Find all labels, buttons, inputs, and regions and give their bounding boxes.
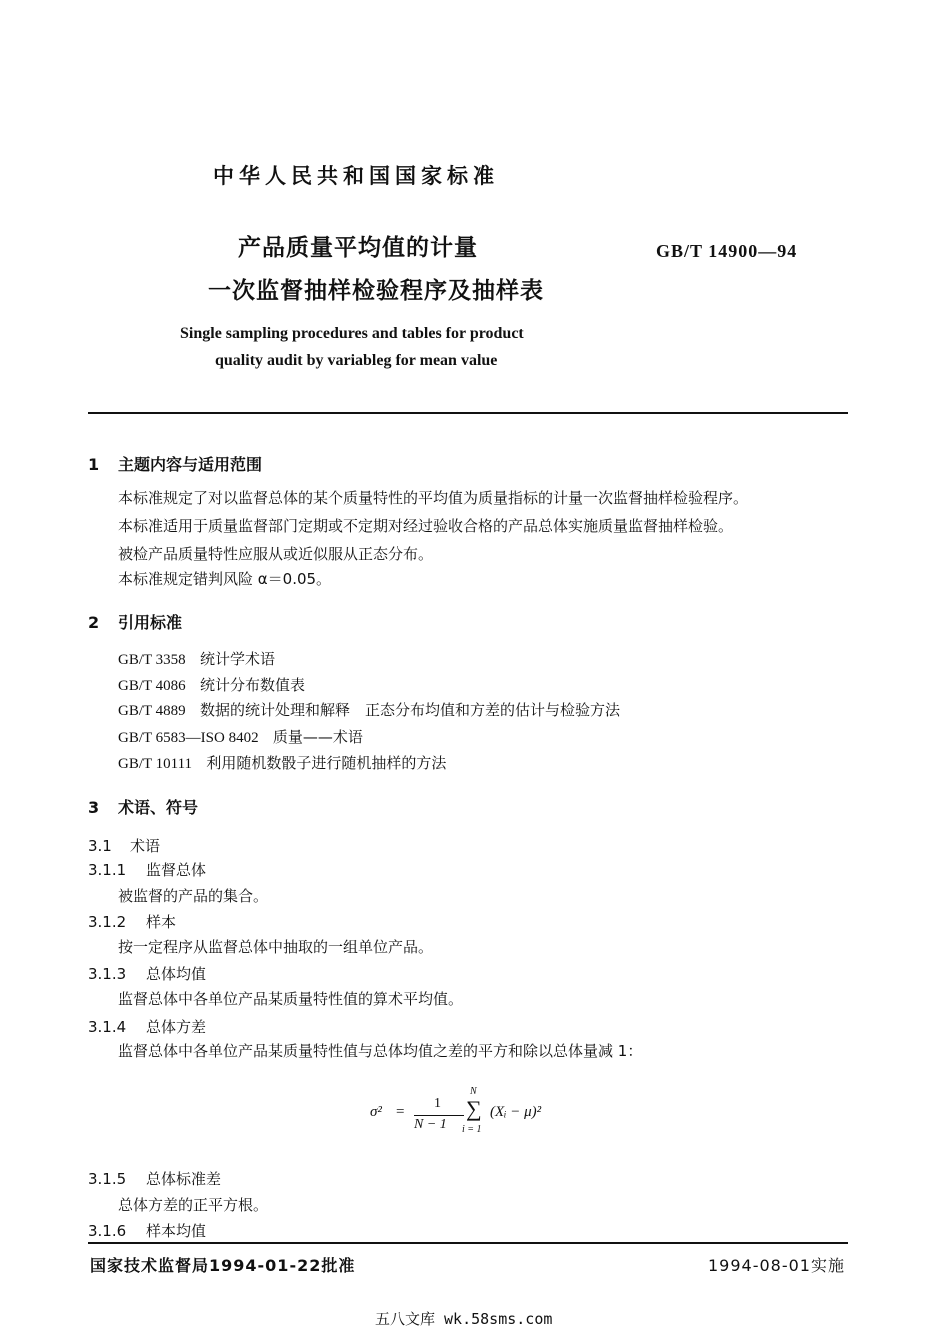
term-title: 监督总体: [146, 861, 207, 879]
term-title: 样本均值: [146, 1222, 207, 1240]
formula-equals: =: [396, 1104, 405, 1120]
term-heading: [88, 1016, 206, 1037]
reference-name: 利用随机数骰子进行随机抽样的方法: [206, 754, 447, 772]
reference-code: GB/T 4889: [118, 703, 186, 719]
section-title: 术语、符号: [118, 798, 199, 817]
reference-code: GB/T 10111: [118, 756, 193, 772]
term-definition: 被监督的产品的集合。: [118, 887, 269, 905]
formula-numerator: 1: [434, 1096, 441, 1111]
paragraph: 被检产品质量特性应服从或近似服从正态分布。: [118, 545, 434, 563]
paragraph: 本标准适用于质量监督部门定期或不定期对经过验收合格的产品总体实施质量监督抽样检验。: [118, 517, 734, 535]
reference-item: [118, 648, 275, 669]
term-number: 3.1.2: [88, 913, 127, 931]
term-number: 3.1.3: [88, 965, 127, 983]
formula-body: (Xᵢ − μ)²: [490, 1104, 542, 1120]
header-divider: [88, 412, 848, 414]
variance-formula: [370, 1086, 590, 1138]
summation-symbol: ∑: [466, 1096, 482, 1121]
term-title: 总体标准差: [146, 1170, 222, 1188]
term-title: 样本: [146, 913, 177, 931]
paragraph: 本标准规定了对以监督总体的某个质量特性的平均值为质量指标的计量一次监督抽样检验程序。: [118, 489, 749, 507]
term-definition: 总体方差的正平方根。: [118, 1196, 269, 1214]
sum-lower-limit: i = 1: [462, 1124, 482, 1135]
paragraph: 本标准规定错判风险 α＝0.05。: [118, 570, 332, 588]
section-number: 3: [88, 798, 100, 817]
formula-lhs: σ²: [370, 1104, 382, 1120]
term-number: 3.1.5: [88, 1170, 127, 1188]
term-number: 3.1.4: [88, 1018, 127, 1036]
reference-code: GB/T 3358: [118, 652, 186, 668]
section-number: 2: [88, 613, 100, 632]
national-standard-heading: 中华人民共和国国家标准: [213, 164, 499, 188]
term-number: 3.1.6: [88, 1222, 127, 1240]
reference-item: [118, 726, 363, 747]
implementation-date: 1994-08-01实施: [708, 1256, 845, 1275]
section-2-heading: [88, 610, 182, 633]
english-title-line-2: quality audit by variableg for mean value: [215, 352, 498, 369]
reference-name: 质量——术语: [272, 728, 363, 746]
term-definition: 监督总体中各单位产品某质量特性值的算术平均值。: [118, 990, 464, 1008]
section-1-heading: [88, 452, 262, 475]
term-definition: 按一定程序从监督总体中抽取的一组单位产品。: [118, 938, 434, 956]
section-number: 1: [88, 455, 100, 474]
subsection-title: 术语: [130, 837, 161, 855]
title-line-2: 一次监督抽样检验程序及抽样表: [208, 278, 544, 304]
standard-code: GB/T 14900—94: [656, 241, 798, 261]
reference-item: [118, 674, 305, 695]
term-title: 总体方差: [146, 1018, 207, 1036]
reference-code: GB/T 4086: [118, 678, 186, 694]
subsection-3-1-heading: [88, 835, 160, 856]
footer-divider: [88, 1242, 848, 1244]
reference-code: GB/T 6583—ISO 8402: [118, 730, 259, 746]
english-title-line-1: Single sampling procedures and tables for product: [180, 325, 524, 342]
reference-name: 统计分布数值表: [199, 676, 305, 694]
approval-note: 国家技术监督局1994-01-22批准: [90, 1256, 356, 1275]
term-heading: [88, 1168, 221, 1189]
reference-item: [118, 699, 620, 720]
term-heading: [88, 859, 206, 880]
subsection-number: 3.1: [88, 837, 112, 855]
fraction-bar: [414, 1115, 464, 1116]
section-title: 引用标准: [118, 613, 183, 632]
sum-upper-limit: N: [470, 1086, 477, 1097]
site-watermark: 五八文库 wk.58sms.com: [375, 1310, 553, 1328]
term-heading: [88, 911, 176, 932]
reference-item: [118, 752, 446, 773]
title-line-1: 产品质量平均值的计量: [238, 235, 478, 261]
term-heading: [88, 963, 206, 984]
formula-denominator: N − 1: [414, 1117, 447, 1132]
term-number: 3.1.1: [88, 861, 127, 879]
section-3-heading: [88, 795, 198, 818]
term-heading: [88, 1220, 206, 1241]
term-definition: 监督总体中各单位产品某质量特性值与总体均值之差的平方和除以总体量减 1：: [118, 1042, 643, 1060]
reference-name: 统计学术语: [199, 650, 275, 668]
reference-name: 数据的统计处理和解释 正态分布均值和方差的估计与检验方法: [199, 701, 620, 719]
term-title: 总体均值: [146, 965, 207, 983]
section-title: 主题内容与适用范围: [118, 455, 263, 474]
